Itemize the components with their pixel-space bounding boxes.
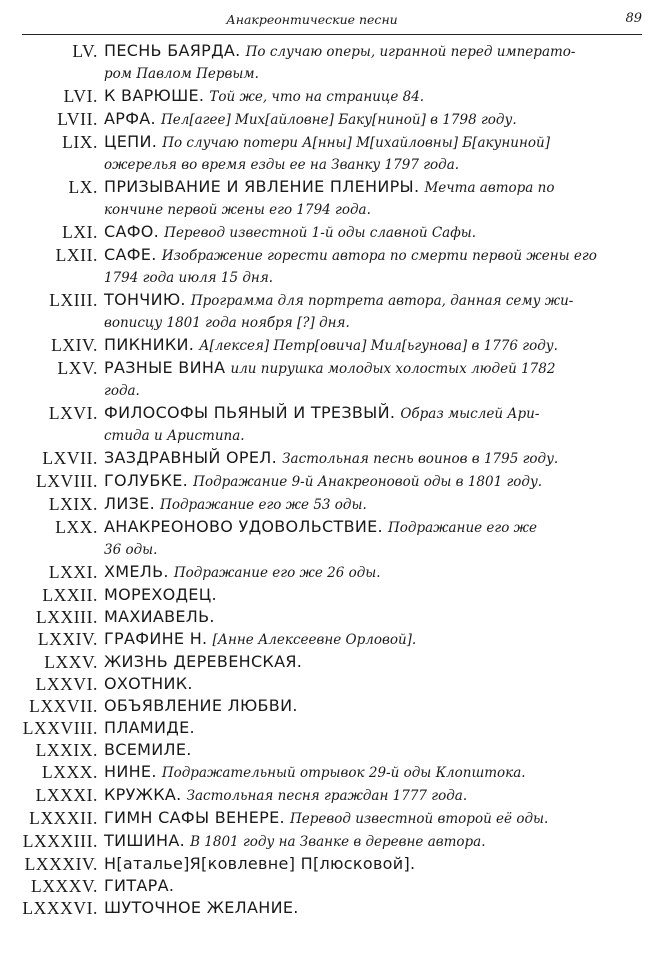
entry-title: ЖИЗНЬ ДЕРЕВЕНСКАЯ. xyxy=(104,652,303,671)
entry-number: LXXXV. xyxy=(31,876,98,896)
entry-note: Перевод известной 1-й оды славной Сафы. xyxy=(164,225,477,241)
entry-title: САФО. xyxy=(104,222,160,241)
contents-entry xyxy=(0,40,640,85)
entry-number: LXXXIII. xyxy=(22,831,98,851)
contents-entry xyxy=(0,830,640,853)
running-title: Анакреонтические песни xyxy=(226,12,398,27)
entry-note: Той же, что на странице 84. xyxy=(209,89,425,105)
entry-text xyxy=(104,784,640,807)
page-header xyxy=(22,10,642,35)
contents-entry xyxy=(0,807,640,830)
entry-number: LXXVIII. xyxy=(22,718,98,738)
entry-note: Пел[агее] Мих[айловне] Баку[ниной] в 1798 году. xyxy=(161,112,517,128)
entry-title: ГОЛУБКЕ. xyxy=(104,471,189,490)
entry-number: LXXIII. xyxy=(35,607,98,627)
entry-title: ФИЛОСОФЫ ПЬЯНЫЙ И ТРЕЗВЫЙ. xyxy=(104,403,396,422)
contents-entry xyxy=(0,221,640,244)
entry-number: LXXXII. xyxy=(29,808,98,828)
entry-text xyxy=(104,447,640,470)
entry-note: Образ мыслей Ари- xyxy=(400,406,540,422)
entry-number: LX. xyxy=(68,177,98,197)
entry-number: LXXII. xyxy=(42,585,98,605)
entry-number: LXIX. xyxy=(48,494,98,514)
entry-note: [Анне Алексеевне Орловой]. xyxy=(212,632,417,648)
entry-number: LXXIX. xyxy=(35,740,98,760)
entry-number: LXXIV. xyxy=(37,629,98,649)
entry-title: НИНЕ. xyxy=(104,762,157,781)
entry-title: ПЛАМИДЕ. xyxy=(104,718,195,737)
entry-title: ОХОТНИК. xyxy=(104,674,193,693)
entry-note: Подражательный отрывок 29-й оды Клопштока. xyxy=(161,765,526,781)
entry-note-continuation: ожерелья во время езды ее на Званку 1797 года. xyxy=(104,157,460,173)
entry-note-continuation: кончине первой жены его 1794 года. xyxy=(104,202,371,218)
entry-note-continuation: года. xyxy=(104,383,140,399)
entry-number: LVI. xyxy=(63,86,98,106)
entry-note: Подражание 9-й Анакреоновой оды в 1801 году. xyxy=(193,474,543,490)
entry-note: или пирушка молодых холостых людей 1782 xyxy=(230,361,556,377)
entry-text xyxy=(104,108,640,131)
entry-note: Программа для портрета автора, данная сему жи- xyxy=(190,293,574,309)
entry-title: КРУЖКА. xyxy=(104,785,182,804)
entry-title: К ВАРЮШЕ. xyxy=(104,86,205,105)
entry-title: МОРЕХОДЕЦ. xyxy=(104,585,217,604)
entry-text xyxy=(104,176,640,221)
entry-text xyxy=(104,221,640,244)
entry-title: Н[аталье]Я[ковлевне] П[люсковой]. xyxy=(104,854,416,873)
entry-title: ПИКНИКИ. xyxy=(104,335,195,354)
entry-note-continuation: вописцу 1801 года ноября [?] дня. xyxy=(104,315,350,331)
entry-text xyxy=(104,606,640,628)
contents-entry xyxy=(0,584,640,606)
entry-note: Подражание его же 53 оды. xyxy=(160,497,367,513)
entry-number: LXXX. xyxy=(42,762,98,782)
entry-text xyxy=(104,334,640,357)
entry-number: LV. xyxy=(72,41,98,61)
entry-text xyxy=(104,695,640,717)
entry-text xyxy=(104,875,640,897)
entry-number: LXXV. xyxy=(44,652,98,672)
contents-entry xyxy=(0,85,640,108)
entry-number: LXXVI. xyxy=(35,674,98,694)
contents-entry xyxy=(0,717,640,739)
contents-entry xyxy=(0,739,640,761)
entry-text xyxy=(104,651,640,673)
contents-entry xyxy=(0,244,640,289)
entry-note-continuation: ром Павлом Первым. xyxy=(104,66,259,82)
entry-note: Застольная песня граждан 1777 года. xyxy=(186,788,468,804)
entry-number: LXX. xyxy=(55,517,98,537)
entry-text xyxy=(104,493,640,516)
entry-title: ПРИЗЫВАНИЕ И ЯВЛЕНИЕ ПЛЕНИРЫ. xyxy=(104,177,420,196)
entry-text xyxy=(104,561,640,584)
page-number: 89 xyxy=(625,11,642,26)
entry-number: LXXI. xyxy=(48,562,98,582)
entry-text xyxy=(104,131,640,176)
entry-number: LXXXI. xyxy=(35,785,98,805)
contents-entry xyxy=(0,897,640,919)
contents-entry xyxy=(0,695,640,717)
contents-entry xyxy=(0,470,640,493)
entry-text xyxy=(104,717,640,739)
entry-text xyxy=(104,402,640,447)
entry-number: LXXVII. xyxy=(29,696,98,716)
entry-number: LXII. xyxy=(55,245,98,265)
entry-title: ГИМН САФЫ ВЕНЕРЕ. xyxy=(104,808,285,827)
entry-title: ЦЕПИ. xyxy=(104,132,158,151)
entry-number: LVII. xyxy=(57,109,98,129)
entry-note: Застольная песнь воинов в 1795 году. xyxy=(282,451,559,467)
contents-entry xyxy=(0,289,640,334)
entry-text xyxy=(104,584,640,606)
entry-text xyxy=(104,761,640,784)
contents-entry xyxy=(0,357,640,402)
entry-number: LXVI. xyxy=(48,403,98,423)
contents-entry xyxy=(0,784,640,807)
entry-text xyxy=(104,85,640,108)
entry-text xyxy=(104,357,640,402)
entry-text xyxy=(104,830,640,853)
entry-note-continuation: стида и Аристипа. xyxy=(104,428,245,444)
entry-title: ОБЪЯВЛЕНИЕ ЛЮБВИ. xyxy=(104,696,298,715)
entry-text xyxy=(104,853,640,875)
entry-note: А[лексея] Петр[овича] Мил[ьгунова] в 1776 году. xyxy=(199,338,558,354)
entry-note: Мечта автора по xyxy=(424,180,555,196)
entry-text xyxy=(104,516,640,561)
contents-entry xyxy=(0,402,640,447)
contents-entry xyxy=(0,875,640,897)
entry-note: Изображение горести автора по смерти первой жены его xyxy=(161,248,597,264)
entry-text xyxy=(104,897,640,919)
entry-title: ШУТОЧНОЕ ЖЕЛАНИЕ. xyxy=(104,898,299,917)
entry-note: По случаю потери А[нны] М[ихайловны] Б[акуниной] xyxy=(162,135,550,151)
entry-title: ХМЕЛЬ. xyxy=(104,562,169,581)
contents-entry xyxy=(0,176,640,221)
entry-title: ЗАЗДРАВНЫЙ ОРЕЛ. xyxy=(104,448,278,467)
contents-entry xyxy=(0,853,640,875)
entry-number: LIX. xyxy=(62,132,98,152)
entry-note: По случаю оперы, игранной перед императо- xyxy=(245,44,576,60)
contents-entry xyxy=(0,516,640,561)
contents-entry xyxy=(0,606,640,628)
contents-entry xyxy=(0,628,640,651)
entry-title: АНАКРЕОНОВО УДОВОЛЬСТВИЕ. xyxy=(104,517,383,536)
entry-text xyxy=(104,289,640,334)
entry-note: Подражание его же 26 оды. xyxy=(173,565,381,581)
entry-number: LXV. xyxy=(57,358,98,378)
entry-title: ТОНЧИЮ. xyxy=(104,290,186,309)
contents-entry xyxy=(0,108,640,131)
entry-note: В 1801 году на Званке в деревне автора. xyxy=(190,834,486,850)
entry-text xyxy=(104,40,640,85)
entry-title: АРФА. xyxy=(104,109,156,128)
entry-title: САФЕ. xyxy=(104,245,157,264)
entry-note: Подражание его же xyxy=(388,520,537,536)
contents-entry xyxy=(0,561,640,584)
contents-entry xyxy=(0,651,640,673)
contents-entry xyxy=(0,447,640,470)
entry-number: LXI. xyxy=(62,222,98,242)
entry-text xyxy=(104,739,640,761)
entry-note: Перевод известной второй её оды. xyxy=(290,811,549,827)
entry-title: МАХИАВЕЛЬ. xyxy=(104,607,215,626)
entry-number: LXVIII. xyxy=(35,471,98,491)
entry-title: ЛИЗЕ. xyxy=(104,494,155,513)
entry-number: LXIV. xyxy=(51,335,98,355)
contents-entry xyxy=(0,334,640,357)
contents-entry xyxy=(0,761,640,784)
entry-title: ПЕСНЬ БАЯРДА. xyxy=(104,41,241,60)
entry-text xyxy=(104,244,640,289)
entry-text xyxy=(104,673,640,695)
entry-number: LXIII. xyxy=(49,290,98,310)
entry-title: ТИШИНА. xyxy=(104,831,185,850)
entry-text xyxy=(104,470,640,493)
entry-title: ГРАФИНЕ Н. xyxy=(104,629,208,648)
entry-text xyxy=(104,628,640,651)
entry-note-continuation: 36 оды. xyxy=(104,542,158,558)
entry-title: ГИТАРА. xyxy=(104,876,175,895)
entry-note-continuation: 1794 года июля 15 дня. xyxy=(104,270,274,286)
entry-title: ВСЕМИЛЕ. xyxy=(104,740,192,759)
contents-entry xyxy=(0,493,640,516)
entry-number: LXXXVI. xyxy=(22,898,98,918)
entry-text xyxy=(104,807,640,830)
entry-title: РАЗНЫЕ ВИНА xyxy=(104,358,226,377)
contents-entry xyxy=(0,131,640,176)
entry-number: LXXXIV. xyxy=(24,854,98,874)
entry-number: LXVII. xyxy=(42,448,98,468)
contents-entry xyxy=(0,673,640,695)
contents-list xyxy=(0,40,668,919)
